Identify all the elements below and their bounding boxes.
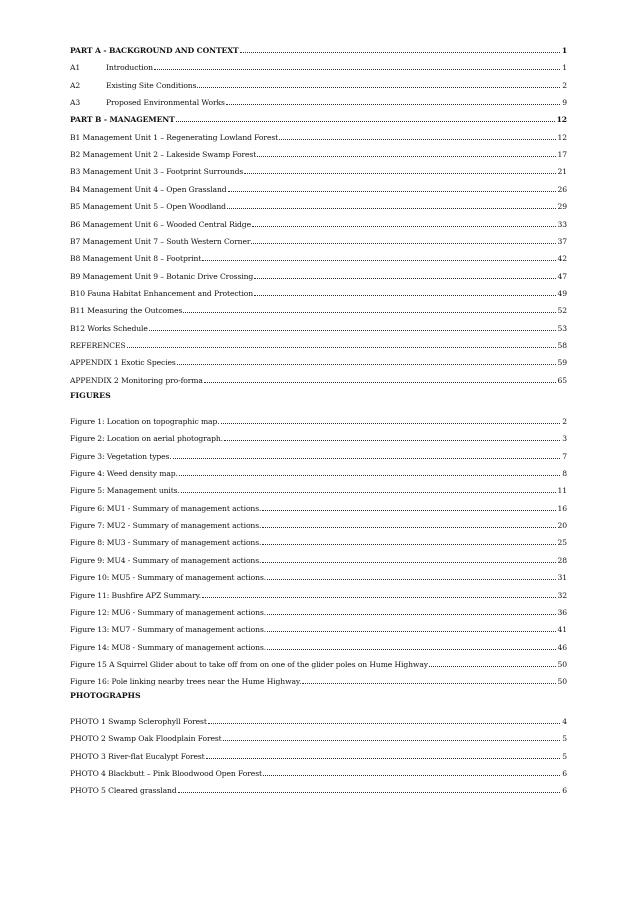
entry-title: Figure 16: Pole linking nearby trees near the Hume Highway.	[70, 677, 302, 687]
dot-leader	[179, 475, 560, 476]
dot-leader	[176, 121, 555, 122]
toc-entry[interactable]	[70, 569, 567, 582]
entry-page-number: 50	[557, 659, 567, 669]
toc-entry[interactable]	[70, 713, 567, 726]
entry-page-number: 9	[562, 98, 567, 108]
entry-title: Figure 12: MU6 - Summary of management actions.	[70, 607, 267, 617]
entry-page-number: 65	[557, 375, 567, 385]
toc-entry[interactable]	[70, 354, 567, 367]
entry-page-number: 8	[562, 469, 567, 479]
toc-entry[interactable]	[70, 77, 567, 90]
toc-entry[interactable]	[70, 163, 567, 176]
entry-page-number: 16	[557, 503, 567, 513]
toc-entry[interactable]	[70, 587, 567, 600]
dot-leader	[267, 579, 555, 580]
dot-leader	[226, 104, 560, 105]
dot-leader	[173, 458, 561, 459]
entry-page-number: 31	[557, 573, 567, 583]
photographs-heading: PHOTOGRAPHS	[70, 691, 141, 700]
toc-entry[interactable]	[70, 285, 567, 298]
entry-title: Introduction	[106, 63, 153, 73]
entry-title: PHOTO 5 Cleared grassland	[70, 786, 177, 796]
dot-leader	[262, 510, 555, 511]
toc-entry[interactable]	[70, 639, 567, 652]
entry-page-number: 58	[557, 340, 567, 350]
toc-entry[interactable]	[70, 673, 567, 686]
entry-title: Existing Site Conditions	[106, 80, 197, 90]
entry-page-number: 12	[556, 115, 567, 125]
toc-entry[interactable]	[70, 337, 567, 350]
dot-leader	[227, 208, 556, 209]
dot-leader	[263, 775, 560, 776]
entry-title: Figure 15 A Squirrel Glider about to take off from on one of the glider poles on Hume Highway	[70, 659, 428, 669]
toc-entry[interactable]	[70, 656, 567, 669]
dot-leader	[177, 364, 556, 365]
entry-title: Figure 13: MU7 - Summary of management actions.	[70, 625, 267, 635]
dot-leader	[251, 243, 555, 244]
figures-heading: FIGURES	[70, 391, 111, 400]
entry-title: B2 Management Unit 2 – Lakeside Swamp Forest	[70, 150, 257, 160]
entry-title: Figure 6: MU1 - Summary of management actions.	[70, 503, 262, 513]
entry-page-number: 32	[557, 590, 567, 600]
toc-entry[interactable]	[70, 604, 567, 617]
entry-page-number: 4	[562, 717, 567, 726]
entry-title: PART B - MANAGEMENT	[70, 115, 175, 125]
entry-page-number: 6	[562, 769, 567, 779]
entry-title: PHOTO 1 Swamp Sclerophyll Forest	[70, 717, 207, 726]
entry-page-number: 59	[557, 358, 567, 368]
entry-page-number: 52	[557, 306, 567, 316]
entry-title: B1 Management Unit 1 – Regenerating Lowland Forest	[70, 132, 279, 142]
section-number: A1	[70, 63, 81, 73]
entry-title: Figure 14: MU8 - Summary of management actions.	[70, 642, 267, 652]
section-number: A2	[70, 80, 81, 90]
dot-leader	[262, 527, 555, 528]
entry-page-number: 37	[557, 236, 567, 246]
entry-page-number: 21	[557, 167, 567, 177]
entry-title: PHOTO 2 Swamp Oak Floodplain Forest	[70, 734, 222, 744]
toc-entry[interactable]	[70, 198, 567, 211]
toc-entry[interactable]	[70, 413, 567, 426]
toc-entry[interactable]	[70, 465, 567, 478]
entry-title: APPENDIX 1 Exotic Species	[70, 358, 176, 368]
entry-page-number: 1	[561, 46, 567, 55]
entry-title: B6 Management Unit 6 – Wooded Central Ridge	[70, 219, 251, 229]
entry-title: Figure 4: Weed density map.	[70, 469, 178, 479]
toc-entry[interactable]	[70, 129, 567, 142]
toc-entry[interactable]	[70, 482, 567, 495]
toc-entry[interactable]	[70, 534, 567, 547]
entry-title: B8 Management Unit 8 – Footprint	[70, 254, 202, 264]
dot-leader	[267, 631, 555, 632]
entry-title: Figure 3: Vegetation types.	[70, 451, 172, 461]
entry-page-number: 42	[557, 254, 567, 264]
dot-leader	[254, 295, 556, 296]
toc-entry[interactable]	[70, 748, 567, 761]
entry-title: B4 Management Unit 4 – Open Grassland	[70, 184, 227, 194]
entry-page-number: 29	[557, 202, 567, 212]
dot-leader	[279, 139, 555, 140]
entry-title: REFERENCES	[70, 340, 126, 350]
entry-page-number: 3	[562, 434, 567, 444]
dot-leader	[223, 740, 561, 741]
entry-page-number: 11	[557, 486, 567, 496]
entry-page-number: 17	[557, 150, 567, 160]
dot-leader	[181, 492, 556, 493]
entry-page-number: 46	[557, 642, 567, 652]
entry-title: Figure 9: MU4 - Summary of management actions.	[70, 555, 262, 565]
entry-page-number: 6	[562, 786, 567, 796]
toc-entry[interactable]	[70, 94, 567, 107]
dot-leader	[224, 440, 560, 441]
entry-page-number: 41	[557, 625, 567, 635]
entry-page-number: 2	[562, 80, 567, 90]
toc-entry[interactable]	[70, 782, 567, 795]
entry-title: Figure 11: Bushfire APZ Summary.	[70, 590, 202, 600]
dot-leader	[183, 312, 555, 313]
toc-entry[interactable]	[70, 448, 567, 461]
dot-leader	[244, 173, 555, 174]
section-number: A3	[70, 98, 81, 108]
entry-title: PHOTO 3 River-flat Eucalypt Forest	[70, 751, 205, 761]
entry-page-number: 28	[557, 555, 567, 565]
dot-leader	[262, 562, 555, 563]
dot-leader	[202, 597, 555, 598]
dot-leader	[302, 683, 555, 684]
toc-entry[interactable]	[70, 552, 567, 565]
entry-title: Figure 1: Location on topographic map.	[70, 417, 220, 426]
dot-leader	[149, 330, 556, 331]
dot-leader	[127, 347, 556, 348]
dot-leader	[206, 758, 561, 759]
entry-title: B5 Management Unit 5 – Open Woodland	[70, 202, 226, 212]
dot-leader	[257, 156, 555, 157]
entry-title: B3 Management Unit 3 – Footprint Surrounds	[70, 167, 244, 177]
toc-entry[interactable]	[70, 302, 567, 315]
toc-entry[interactable]	[70, 621, 567, 634]
entry-title: Figure 10: MU5 - Summary of management actions.	[70, 573, 267, 583]
dot-leader	[429, 666, 556, 667]
dot-leader	[262, 544, 555, 545]
entry-page-number: 5	[562, 734, 567, 744]
dot-leader	[154, 69, 560, 70]
toc-entry[interactable]	[70, 146, 567, 159]
toc-entry[interactable]	[70, 500, 567, 513]
toc-entry[interactable]	[70, 430, 567, 443]
entry-page-number: 47	[557, 271, 567, 281]
dot-leader	[240, 52, 560, 53]
entry-title: Figure 7: MU2 - Summary of management actions.	[70, 521, 262, 531]
entry-title: Proposed Environmental Works	[106, 98, 225, 108]
entry-title: B12 Works Schedule	[70, 323, 148, 333]
entry-page-number: 2	[562, 417, 567, 426]
dot-leader	[204, 382, 556, 383]
entry-page-number: 12	[557, 132, 567, 142]
dot-leader	[267, 614, 555, 615]
toc-entry[interactable]	[70, 233, 567, 246]
entry-title: B7 Management Unit 7 – South Western Corner	[70, 236, 251, 246]
entry-title: Figure 8: MU3 - Summary of management actions.	[70, 538, 262, 548]
entry-page-number: 33	[557, 219, 567, 229]
entry-title: PHOTO 4 Blackbutt – Pink Bloodwood Open Forest	[70, 769, 262, 779]
entry-title: Figure 5: Management units.	[70, 486, 180, 496]
toc-entry[interactable]	[70, 59, 567, 72]
toc-entry[interactable]	[70, 765, 567, 778]
dot-leader	[197, 87, 560, 88]
toc-entry[interactable]	[70, 517, 567, 530]
entry-title: APPENDIX 2 Monitoring pro-forma	[70, 375, 203, 385]
toc-entry[interactable]	[70, 730, 567, 743]
toc-entry[interactable]	[70, 42, 567, 55]
dot-leader	[202, 260, 555, 261]
dot-leader	[252, 226, 556, 227]
entry-title: PART A - BACKGROUND AND CONTEXT	[70, 46, 239, 55]
toc-entry[interactable]	[70, 250, 567, 263]
entry-page-number: 53	[557, 323, 567, 333]
entry-page-number: 49	[557, 288, 567, 298]
entry-page-number: 1	[562, 63, 567, 73]
dot-leader	[178, 792, 561, 793]
toc-entry[interactable]	[70, 372, 567, 385]
toc-entry[interactable]	[70, 320, 567, 333]
dot-leader	[208, 723, 560, 724]
dot-leader	[228, 191, 556, 192]
entry-page-number: 7	[562, 451, 567, 461]
entry-page-number: 5	[562, 751, 567, 761]
toc-entry[interactable]	[70, 268, 567, 281]
entry-page-number: 36	[557, 607, 567, 617]
entry-title: B10 Fauna Habitat Enhancement and Protection	[70, 288, 254, 298]
toc-entry[interactable]	[70, 181, 567, 194]
entry-page-number: 20	[557, 521, 567, 531]
entry-title: B9 Management Unit 9 – Botanic Drive Crossing	[70, 271, 254, 281]
dot-leader	[254, 278, 555, 279]
toc-entry[interactable]	[70, 111, 567, 124]
dot-leader	[221, 423, 561, 424]
entry-page-number: 26	[557, 184, 567, 194]
entry-title: B11 Measuring the Outcomes	[70, 306, 183, 316]
entry-page-number: 50	[557, 677, 567, 687]
entry-page-number: 25	[557, 538, 567, 548]
dot-leader	[267, 649, 555, 650]
entry-title: Figure 2: Location on aerial photograph.	[70, 434, 223, 444]
toc-entry[interactable]	[70, 216, 567, 229]
